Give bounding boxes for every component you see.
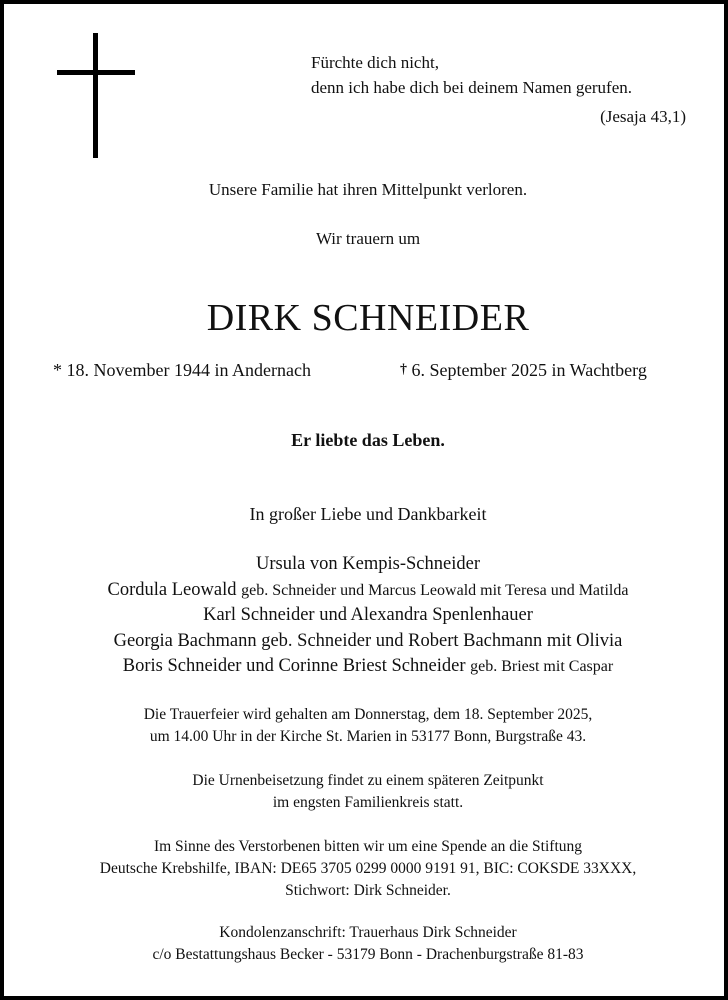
donation-info [4, 836, 728, 902]
family-member-line [4, 603, 728, 629]
family-member-text: Boris Schneider und Corinne Briest Schneider [122, 656, 471, 676]
family-member-line [4, 629, 728, 655]
intro-line: Unsere Familie hat ihren Mittelpunkt verloren. [208, 180, 528, 199]
condolence-address [4, 922, 728, 966]
family-member-text: Ursula von Kempis-Schneider [255, 554, 480, 574]
family-member-line [4, 654, 728, 680]
family-member-text: geb. Briest mit Caspar [470, 658, 614, 675]
donation-line: Stichwort: Dirk Schneider. [285, 882, 451, 899]
deceased-name: DIRK SCHNEIDER [206, 297, 530, 339]
donation-line: Im Sinne des Verstorbenen bitten wir um eine Spende an die Stiftung [153, 838, 583, 855]
death-date-place: 6. September 2025 in Wachtberg [411, 360, 647, 380]
verse-reference: (Jesaja 43,1) [600, 107, 686, 126]
thanks-line: In großer Liebe und Dankbarkeit [249, 504, 487, 524]
family-member-text: Cordula Leowald [107, 579, 242, 600]
birth-symbol: * [53, 360, 62, 380]
urn-line: Die Urnenbeisetzung findet zu einem späteren Zeitpunkt [192, 772, 544, 789]
mourning-line: Wir trauern um [315, 229, 421, 248]
condolence-line: c/o Bestattungshaus Becker - 53179 Bonn - Drachenburgstraße 81-83 [152, 946, 584, 963]
urn-line: im engsten Familienkreis statt. [272, 794, 464, 811]
verse-line: denn ich habe dich bei deinem Namen gerufen. [311, 78, 632, 97]
urn-burial-info [4, 770, 728, 814]
family-member-line [4, 578, 728, 604]
family-member-line [4, 552, 728, 578]
birth-date-place: 18. November 1944 in Andernach [66, 360, 311, 380]
bible-verse [311, 50, 632, 100]
cross-vertical-bar [93, 33, 98, 158]
family-member-text: Georgia Bachmann geb. Schneider und Robert Bachmann mit Olivia [113, 630, 623, 651]
death-info [400, 360, 647, 381]
family-member-text: Karl Schneider und Alexandra Spenlenhauer [203, 605, 533, 625]
verse-line: Fürchte dich nicht, [311, 53, 439, 72]
family-member-text: geb. Schneider und Marcus Leowald mit Teresa und Matilda [241, 581, 629, 599]
service-line: um 14.00 Uhr in der Kirche St. Marien in 53177 Bonn, Burgstraße 43. [149, 728, 587, 745]
family-list [4, 552, 728, 680]
birth-info [53, 360, 311, 381]
funeral-service-info [4, 704, 728, 748]
donation-line: Deutsche Krebshilfe, IBAN: DE65 3705 0299 0000 9191 91, BIC: COKSDE 33XXX, [99, 860, 637, 877]
cross-horizontal-bar [57, 70, 135, 75]
motto: Er liebte das Leben. [291, 430, 445, 450]
condolence-line: Kondolenzanschrift: Trauerhaus Dirk Schneider [219, 924, 517, 941]
service-line: Die Trauerfeier wird gehalten am Donnerstag, dem 18. September 2025, [143, 706, 593, 723]
dagger-icon: † [400, 362, 407, 377]
